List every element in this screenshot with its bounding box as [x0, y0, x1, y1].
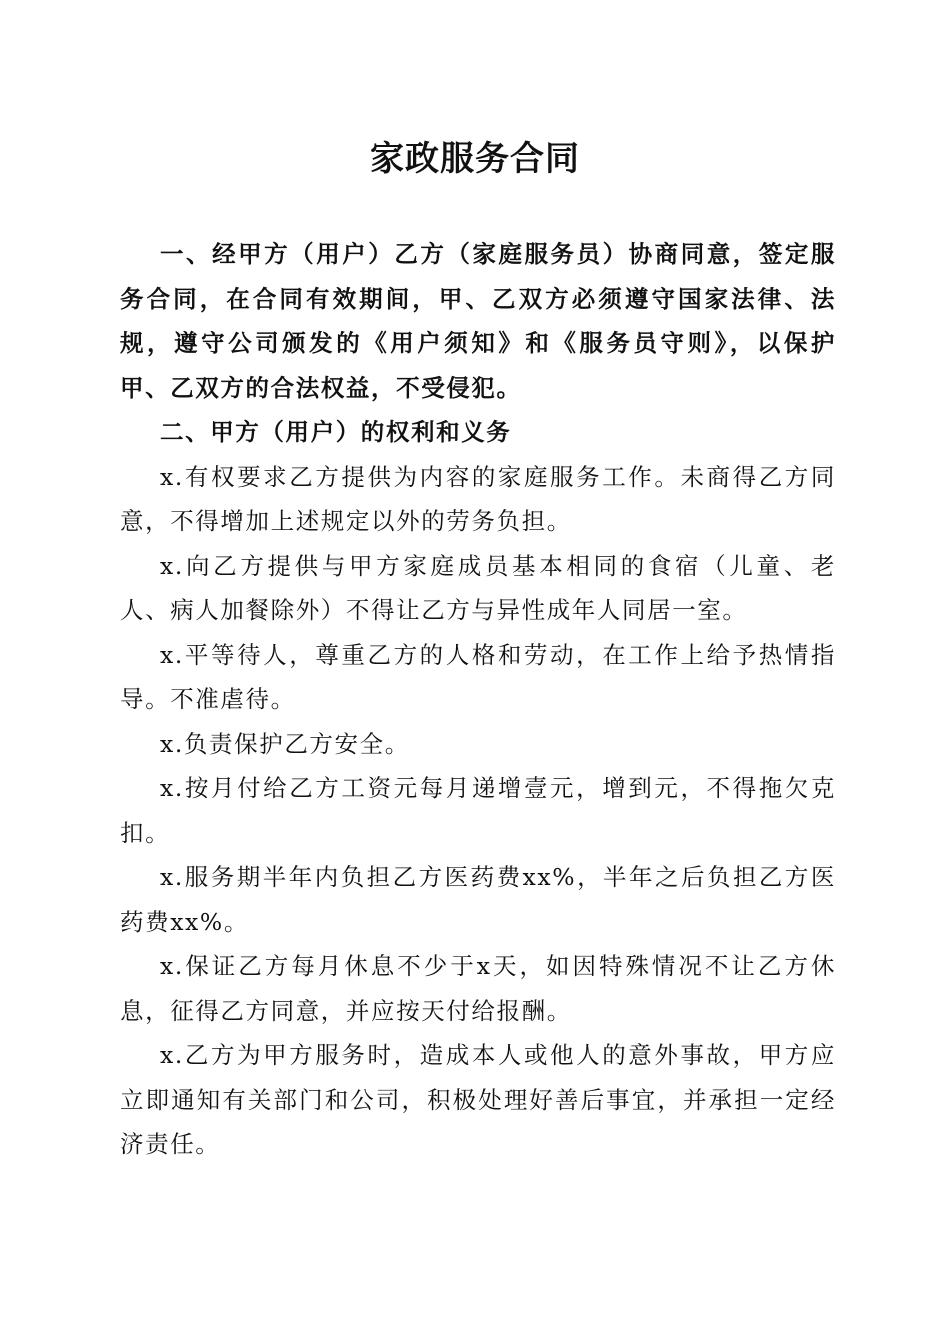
clause-item: x.平等待人，尊重乙方的人格和劳动，在工作上给予热情指导。不准虐待。: [120, 640, 836, 713]
document-title: 家政服务合同: [370, 139, 580, 179]
clause-item: x.有权要求乙方提供为内容的家庭服务工作。未商得乙方同意，不得增加上述规定以外的劳务负担。: [120, 462, 836, 535]
clause-one: 一、经甲方（用户）乙方（家庭服务员）协商同意，签定服务合同，在合同有效期间，甲、乙双方必须遵守国家法律、法规，遵守公司颁发的《用户须知》和《服务员守则》，以保护甲、乙双方的合法权益，不受侵犯。: [120, 240, 836, 402]
clause-item: x.按月付给乙方工资元每月递增壹元，增到元，不得拖欠克扣。: [120, 774, 836, 847]
clause-item: x.服务期半年内负担乙方医药费xx%，半年之后负担乙方医药费xx%。: [120, 863, 836, 936]
clause-item: x.向乙方提供与甲方家庭成员基本相同的食宿（儿童、老人、病人加餐除外）不得让乙方与异性成年人同居一室。: [120, 551, 836, 624]
clause-item: x.负责保护乙方安全。: [160, 729, 410, 758]
clause-item: x.乙方为甲方服务时，造成本人或他人的意外事故，甲方应立即通知有关部门和公司，积极处理好善后事宜，并承担一定经济责任。: [120, 1041, 836, 1158]
document-body: [120, 232, 836, 1167]
clause-two-heading: 二、甲方（用户）的权利和义务: [160, 418, 512, 446]
clause-item: x.保证乙方每月休息不少于x天，如因特殊情况不让乙方休息，征得乙方同意，并应按天付给报酬。: [120, 952, 836, 1025]
